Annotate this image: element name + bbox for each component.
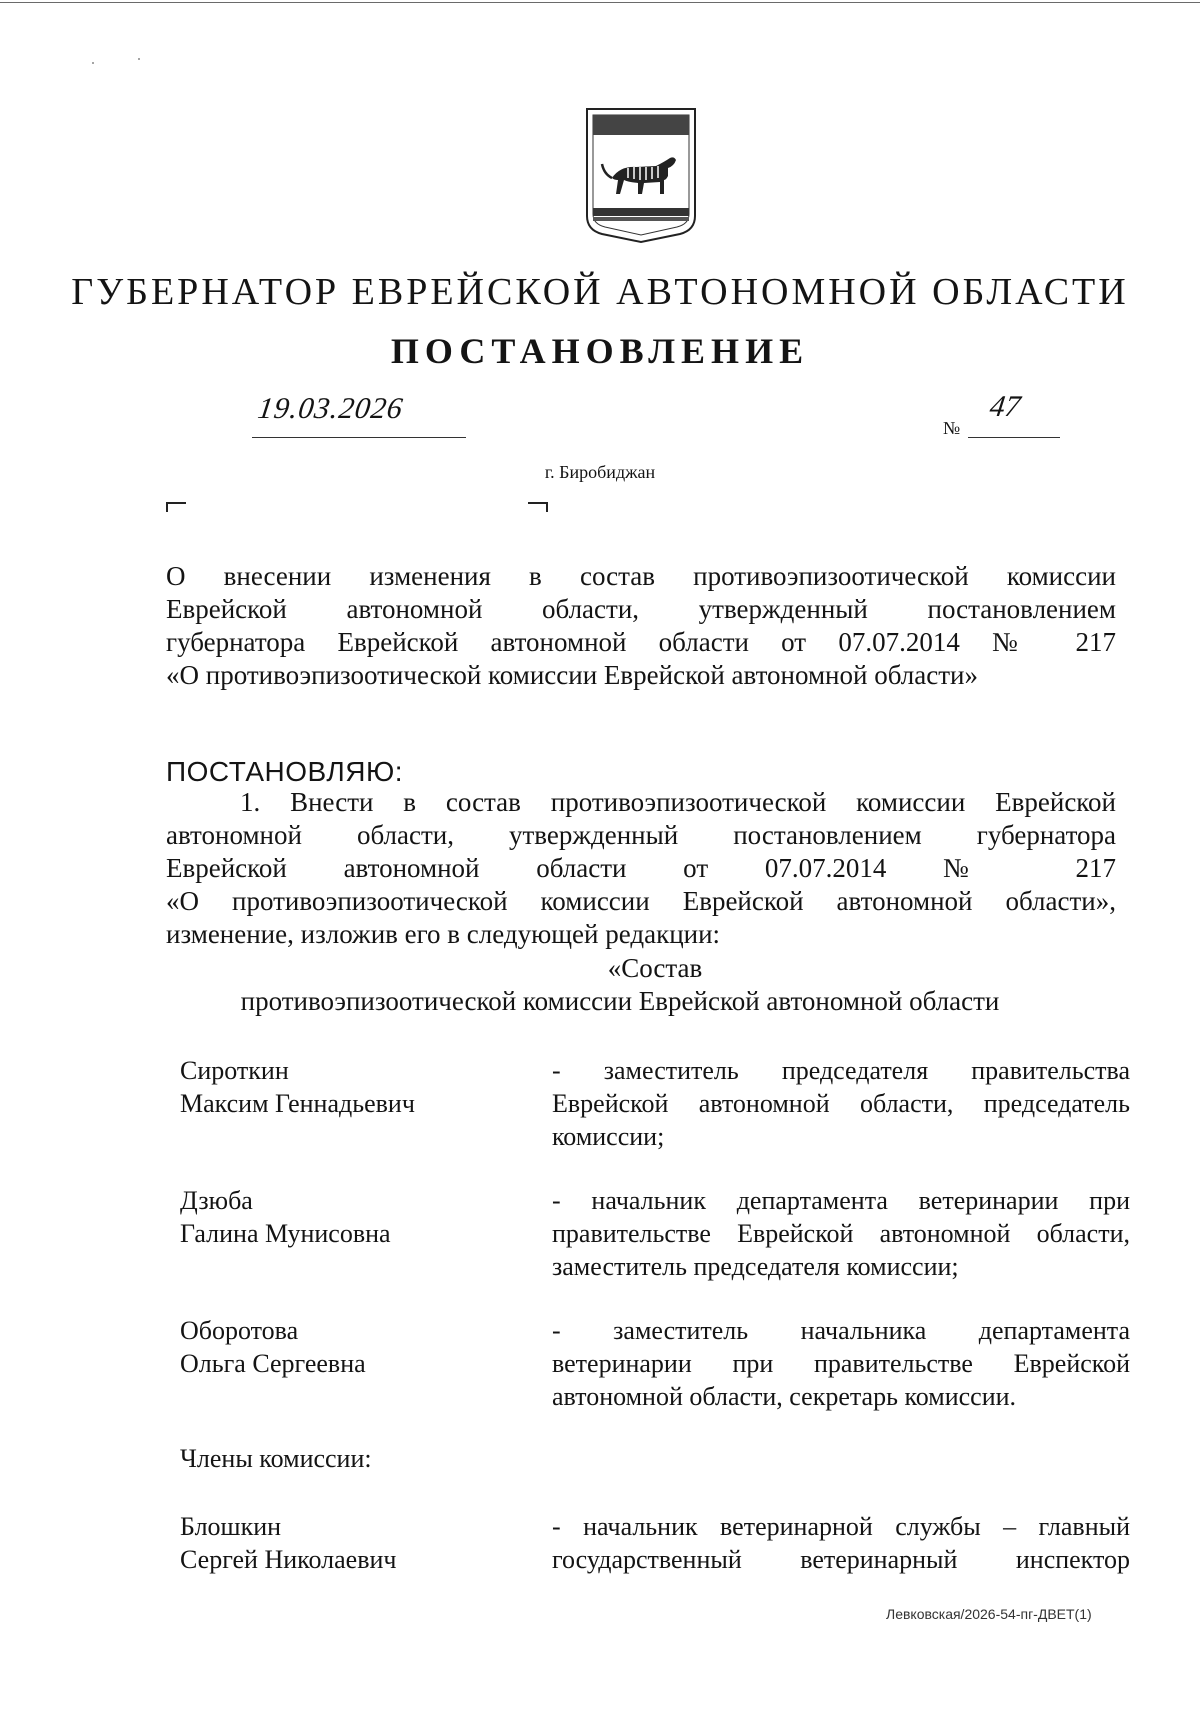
paragraph-1 [166, 786, 1116, 951]
number-label: № [943, 418, 961, 438]
member-name [180, 1184, 520, 1250]
member-surname: Блошкин [180, 1512, 282, 1541]
description-line: государственный ветеринарный инспектор [552, 1545, 1130, 1574]
composition-title-line: «Состав [607, 953, 703, 983]
subject-line: губернатора Еврейской автономной области от 07.07.2014 № 217 [166, 627, 1116, 657]
issuer-title: ГУБЕРНАТОР ЕВРЕЙСКОЙ АВТОНОМНОЙ ОБЛАСТИ [71, 271, 1129, 313]
description-line: - начальник департамента ветеринарии при [552, 1186, 1130, 1215]
paragraph-line: автономной области, утвержденный постановлением губернатора [166, 820, 1116, 850]
member-name [180, 1510, 520, 1576]
right-corner-mark [528, 502, 548, 512]
member-given-names: Ольга Сергеевна [180, 1349, 366, 1378]
subject-line: Еврейской автономной области, утвержденный постановлением [166, 594, 1116, 624]
description-line: правительстве Еврейской автономной области, [552, 1219, 1130, 1248]
member-given-names: Максим Геннадьевич [180, 1089, 415, 1118]
description-line: автономной области, секретарь комиссии. [552, 1382, 1017, 1411]
description-line: Еврейской автономной области, председатель [552, 1089, 1130, 1118]
member-name [180, 1314, 520, 1380]
composition-title-line: противоэпизоотической комиссии Еврейской автономной области [240, 986, 1000, 1016]
scan-top-edge [0, 2, 1200, 3]
paragraph-line: 1. Внести в состав противоэпизоотической комиссии Еврейской [240, 787, 1116, 817]
document-subject [166, 560, 1116, 692]
description-line: комиссии; [552, 1122, 665, 1151]
member-given-names: Сергей Николаевич [180, 1545, 397, 1574]
member-description [552, 1184, 1130, 1283]
document-type: ПОСТАНОВЛЕНИЕ [390, 331, 810, 371]
footer-reference-code: Левковская/2026-54-пг-ДВЕТ(1) [886, 1606, 1092, 1622]
members-heading: Члены комиссии: [180, 1444, 372, 1473]
member-surname: Оборотова [180, 1316, 299, 1345]
decree-word: ПОСТАНОВЛЯЮ: [166, 756, 404, 787]
scan-speck [92, 62, 94, 64]
paragraph-line: изменение, изложив его в следующей редакции: [166, 919, 721, 949]
member-description [552, 1510, 1130, 1576]
description-line: ветеринарии при правительстве Еврейской [552, 1349, 1130, 1378]
date-underline [252, 437, 466, 438]
composition-title [0, 952, 1200, 1018]
number-underline [968, 437, 1060, 438]
paragraph-line: Еврейской автономной области от 07.07.2014 № 217 [166, 853, 1116, 883]
member-description [552, 1054, 1130, 1153]
description-line: - заместитель начальника департамента [552, 1316, 1130, 1345]
member-surname: Дзюба [180, 1186, 253, 1215]
member-surname: Сироткин [180, 1056, 289, 1085]
paragraph-line: «О противоэпизоотической комиссии Еврейской автономной области», [166, 886, 1116, 916]
description-line: заместитель председателя комиссии; [552, 1252, 959, 1281]
member-given-names: Галина Мунисовна [180, 1219, 391, 1248]
member-description [552, 1314, 1130, 1413]
tiger-coat-of-arms-icon [584, 106, 698, 244]
subject-line: «О противоэпизоотической комиссии Еврейской автономной области» [166, 660, 978, 690]
subject-line: О внесении изменения в состав противоэпизоотической комиссии [166, 561, 1116, 591]
scan-speck [138, 58, 140, 60]
description-line: - заместитель председателя правительства [552, 1056, 1130, 1085]
member-name [180, 1054, 520, 1120]
city-label: г. Биробиджан [544, 462, 656, 482]
left-corner-mark [166, 502, 186, 512]
handwritten-date: 19.03.2026 [255, 392, 406, 425]
description-line: - начальник ветеринарной службы – главный [552, 1512, 1130, 1541]
handwritten-number: 47 [987, 390, 1023, 423]
